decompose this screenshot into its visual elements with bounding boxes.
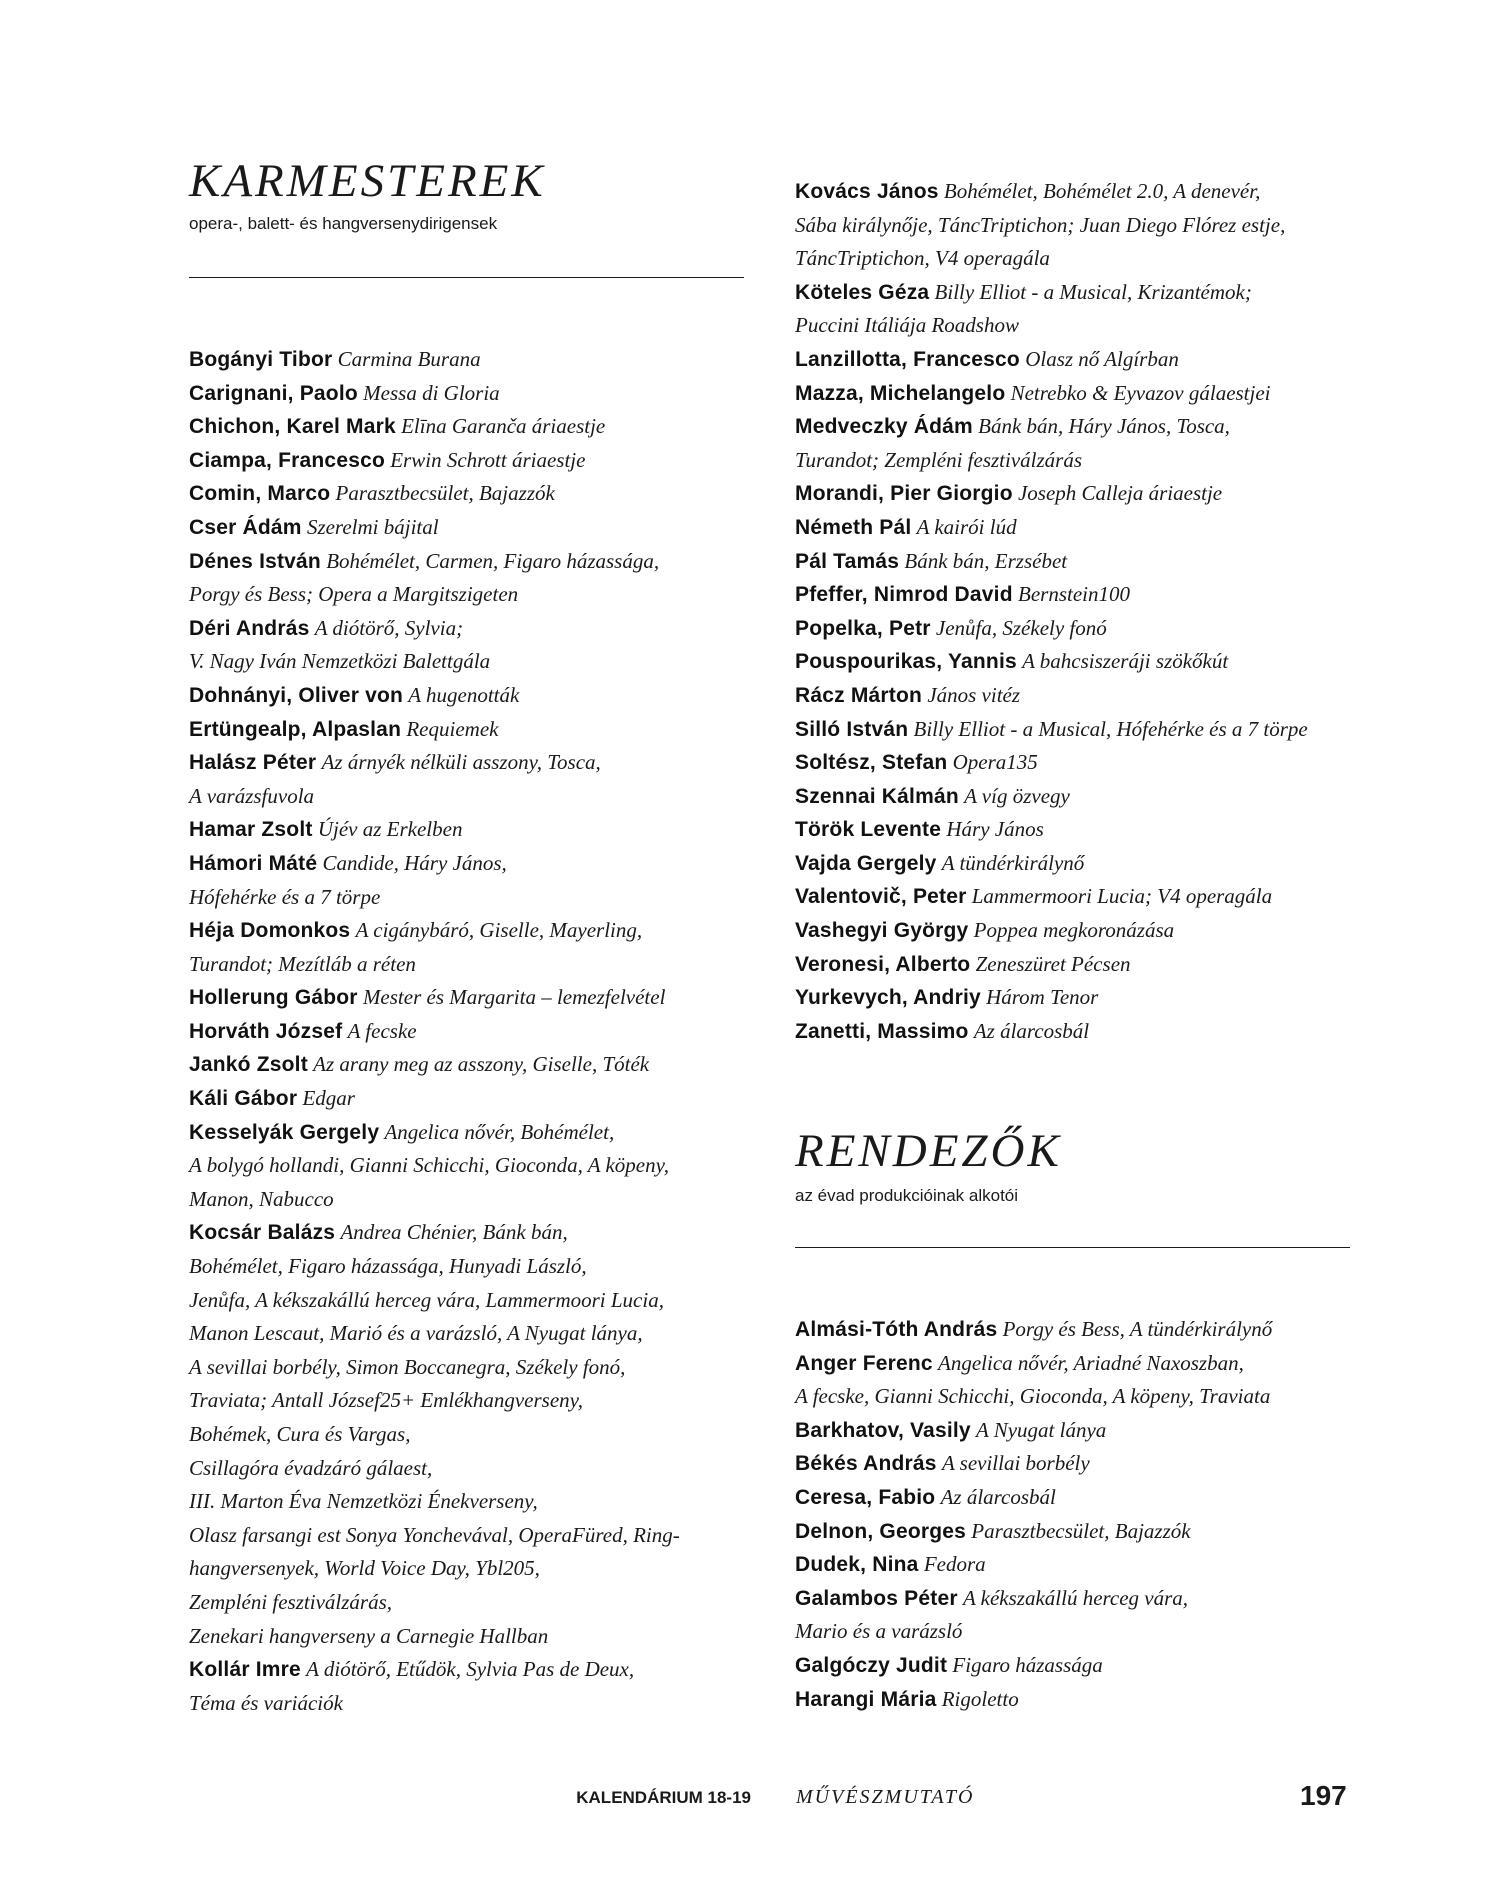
artist-works: Bernstein100: [1018, 582, 1130, 607]
artist-works: Parasztbecsület, Bajazzók: [971, 1518, 1191, 1543]
artist-works: Angelica nővér, Bohémélet,: [384, 1119, 615, 1144]
artist-entry: [795, 1548, 1272, 1582]
artist-name: Halász Péter: [189, 751, 317, 775]
artist-entry: [795, 914, 1308, 948]
artist-works: Az álarcosbál: [940, 1484, 1056, 1509]
artist-works: Háry János: [946, 817, 1044, 842]
artist-works: Bohémélet, Carmen, Figaro házassága,: [326, 548, 660, 573]
artist-name: Silló István: [795, 717, 909, 741]
artist-works: Zeneszüret Pécsen: [975, 951, 1131, 976]
artist-works: Három Tenor: [986, 985, 1099, 1010]
artist-entry: [795, 847, 1308, 881]
artist-entry-continuation: [189, 1317, 680, 1351]
artist-entry-continuation: [795, 1615, 1272, 1649]
artist-entry: [795, 813, 1308, 847]
artist-entry: [795, 1683, 1272, 1717]
artist-entry: [189, 847, 680, 881]
artist-entry-continuation: [189, 645, 680, 679]
artist-name: Rácz Márton: [795, 683, 923, 707]
artist-works: Erwin Schrott áriaestje: [390, 447, 586, 472]
artist-works: Porgy és Bess, A tündérkirálynő: [1002, 1317, 1273, 1341]
artist-works: Angelica nővér, Ariadné Naxoszban,: [938, 1350, 1244, 1375]
artist-entry: [189, 477, 680, 511]
artist-works: A hugenották: [408, 682, 520, 707]
artist-entry: [795, 276, 1308, 310]
artist-works: Turandot; Mezítláb a réten: [189, 951, 416, 976]
artist-entry-continuation: [189, 1149, 680, 1183]
artist-name: Vajda Gergely: [795, 851, 937, 875]
artist-entry-continuation: [795, 444, 1308, 478]
artist-works: Turandot; Zempléni fesztiválzárás: [795, 447, 1083, 472]
artist-works: Bánk bán, Háry János, Tosca,: [978, 414, 1230, 439]
artist-entry: [795, 679, 1308, 713]
artist-works: A varázsfuvola: [189, 783, 315, 808]
artist-works: Messa di Gloria: [363, 380, 500, 405]
artist-entry: [189, 813, 680, 847]
artist-entry: [795, 1515, 1272, 1549]
artist-name: Anger Ferenc: [795, 1351, 933, 1375]
page-number: 197: [1300, 1780, 1347, 1811]
artist-works: Figaro házassága: [952, 1652, 1103, 1677]
artist-works: Téma és variációk: [189, 1690, 343, 1715]
artist-works: V. Nagy Iván Nemzetközi Balettgála: [189, 649, 491, 674]
artist-works: Bohémek, Cura és Vargas,: [189, 1422, 411, 1446]
artist-works: Mester és Margarita – lemezfelvétel: [362, 985, 666, 1010]
artist-name: Barkhatov, Vasily: [795, 1418, 971, 1442]
artist-name: Pál Tamás: [795, 549, 900, 573]
artist-name: Lanzillotta, Francesco: [795, 347, 1020, 371]
artist-works: A bolygó hollandi, Gianni Schicchi, Gioconda, A köpeny,: [189, 1153, 670, 1178]
artist-works: A kairói lúd: [916, 514, 1017, 539]
artist-name: Ceresa, Fabio: [795, 1485, 936, 1509]
artist-works: Mario és a varázsló: [795, 1619, 963, 1644]
artist-name: Németh Pál: [795, 515, 912, 539]
artist-entry: [795, 377, 1308, 411]
artist-works: Olasz nő Algírban: [1025, 346, 1179, 371]
artist-entry: [189, 1082, 680, 1116]
artist-entry-continuation: [189, 1687, 680, 1721]
artist-name: Ertüngealp, Alpaslan: [189, 717, 402, 741]
artist-entry: [795, 612, 1308, 646]
artist-name: Köteles Géza: [795, 280, 930, 304]
artist-name: Delnon, Georges: [795, 1519, 967, 1543]
artist-entry: [795, 981, 1308, 1015]
artist-works: Szerelmi bájital: [306, 514, 439, 539]
artist-works: Zempléni fesztiválzárás,: [189, 1589, 392, 1614]
artist-name: Békés András: [795, 1452, 937, 1476]
artist-name: Medveczky Ádám: [795, 415, 973, 439]
directors-list: [795, 1313, 1272, 1716]
artist-name: Galambos Péter: [795, 1586, 958, 1610]
artist-entry: [795, 1347, 1272, 1381]
artist-name: Hamar Zsolt: [189, 818, 313, 842]
artist-entry-continuation: [189, 1620, 680, 1654]
artist-works: Újév az Erkelben: [317, 817, 463, 842]
artist-works: Bohémélet, Figaro házassága, Hunyadi László,: [189, 1254, 587, 1279]
artist-entry-continuation: [189, 1418, 680, 1452]
conductors-list-right: [795, 175, 1308, 1048]
artist-works: Az arany meg az asszony, Giselle, Tóték: [313, 1052, 650, 1077]
artist-name: Pfeffer, Nimrod David: [795, 583, 1013, 607]
artist-entry: [189, 1653, 680, 1687]
artist-entry-continuation: [189, 1284, 680, 1318]
artist-works: János vitéz: [927, 682, 1021, 707]
artist-entry: [189, 1116, 680, 1150]
artist-works: Olasz farsangi est Sonya Yonchevával, OperaFüred, Ring-: [189, 1522, 680, 1547]
directors-divider: [795, 1247, 1350, 1248]
artist-entry: [189, 545, 680, 579]
artist-works: A sevillai borbély, Simon Boccanegra, Székely fonó,: [189, 1354, 626, 1379]
conductors-subtitle: opera-, balett- és hangversenydirigensek: [189, 214, 498, 233]
artist-name: Kocsár Balázs: [189, 1221, 336, 1245]
artist-works: Poppea megkoronázása: [973, 918, 1175, 943]
artist-name: Dohnányi, Oliver von: [189, 683, 404, 707]
artist-entry: [795, 1481, 1272, 1515]
artist-name: Popelka, Petr: [795, 616, 931, 640]
artist-name: Comin, Marco: [189, 482, 331, 506]
artist-works: Billy Elliot - a Musical, Hófehérke és a 7 törpe: [913, 716, 1308, 741]
artist-name: Dudek, Nina: [795, 1553, 919, 1577]
artist-works: Candide, Háry János,: [322, 850, 507, 875]
footer-section: MŰVÉSZMUTATÓ: [796, 1786, 975, 1808]
artist-works: A fecske: [347, 1018, 417, 1043]
artist-entry-continuation: [189, 1183, 680, 1217]
artist-entry: [189, 981, 680, 1015]
artist-works: Hófehérke és a 7 törpe: [189, 884, 381, 909]
artist-works: III. Marton Éva Nemzetközi Énekverseny,: [189, 1489, 538, 1514]
artist-entry-continuation: [189, 780, 680, 814]
artist-works: Csillagóra évadzáró gálaest,: [189, 1455, 433, 1480]
artist-entry: [795, 746, 1308, 780]
artist-name: Szennai Kálmán: [795, 784, 959, 808]
artist-entry: [795, 645, 1308, 679]
artist-works: Az árnyék nélküli asszony, Tosca,: [321, 750, 601, 775]
artist-entry: [795, 1313, 1272, 1347]
artist-entry: [189, 679, 680, 713]
artist-name: Veronesi, Alberto: [795, 952, 971, 976]
artist-works: A fecske, Gianni Schicchi, Gioconda, A köpeny, Traviata: [795, 1384, 1271, 1409]
artist-name: Kesselyák Gergely: [189, 1120, 380, 1144]
artist-entry: [189, 1216, 680, 1250]
artist-name: Káli Gábor: [189, 1087, 298, 1111]
conductors-divider: [189, 277, 744, 278]
artist-entry-continuation: [795, 242, 1308, 276]
artist-works: A sevillai borbély: [941, 1451, 1090, 1476]
artist-entry-continuation: [189, 1250, 680, 1284]
directors-subtitle: az évad produkcióinak alkotói: [795, 1186, 1019, 1205]
artist-works: Parasztbecsület, Bajazzók: [335, 481, 555, 506]
artist-entry-continuation: [189, 1586, 680, 1620]
artist-entry-continuation: [189, 1485, 680, 1519]
artist-works: Lammermoori Lucia; V4 operagála: [971, 884, 1273, 909]
footer-calendar: KALENDÁRIUM 18-19: [576, 1788, 751, 1807]
artist-name: Hámori Máté: [189, 851, 318, 875]
artist-name: Kovács János: [795, 180, 939, 203]
artist-name: Cser Ádám: [189, 515, 302, 539]
artist-works: Edgar: [302, 1086, 355, 1111]
artist-works: A kékszakállú herceg vára,: [962, 1585, 1189, 1610]
artist-works: A víg özvegy: [964, 783, 1070, 808]
artist-name: Vashegyi György: [795, 919, 969, 943]
artist-works: Manon Lescaut, Marió és a varázsló, A Nyugat lánya,: [189, 1321, 643, 1346]
artist-entry: [189, 377, 680, 411]
artist-name: Pouspourikas, Yannis: [795, 650, 1017, 674]
artist-entry-continuation: [795, 209, 1308, 243]
artist-works: Joseph Calleja áriaestje: [1017, 481, 1223, 506]
artist-works: Az álarcosbál: [973, 1018, 1090, 1043]
artist-entry: [795, 1447, 1272, 1481]
artist-works: Netrebko & Eyvazov gálaestjei: [1010, 380, 1271, 405]
artist-entry: [189, 713, 680, 747]
artist-entry: [189, 612, 680, 646]
artist-name: Galgóczy Judit: [795, 1653, 948, 1677]
artist-entry-continuation: [189, 948, 680, 982]
artist-entry: [189, 343, 680, 377]
artist-name: Harangi Mária: [795, 1687, 937, 1711]
artist-name: Héja Domonkos: [189, 919, 351, 943]
artist-entry-continuation: [795, 309, 1308, 343]
artist-name: Mazza, Michelangelo: [795, 381, 1006, 405]
artist-entry-continuation: [795, 1380, 1272, 1414]
artist-name: Zanetti, Massimo: [795, 1019, 969, 1043]
artist-entry: [795, 477, 1308, 511]
artist-name: Dénes István: [189, 549, 321, 573]
artist-name: Chichon, Karel Mark: [189, 415, 396, 439]
artist-name: Kollár Imre: [189, 1658, 301, 1682]
artist-entry: [795, 1582, 1272, 1616]
artist-entry-continuation: [189, 1519, 680, 1553]
artist-works: A diótörő, Sylvia;: [314, 615, 464, 640]
artist-works: Fedora: [923, 1552, 986, 1577]
artist-works: A tündérkirálynő: [941, 850, 1085, 875]
artist-entry: [189, 410, 680, 444]
artist-name: Carignani, Paolo: [189, 381, 358, 405]
artist-entry: [189, 1048, 680, 1082]
artist-entry-continuation: [189, 1452, 680, 1486]
artist-works: Rigoletto: [941, 1686, 1019, 1711]
artist-works: Elīna Garanča áriaestje: [401, 414, 606, 439]
artist-entry: [795, 1015, 1308, 1049]
artist-entry-continuation: [189, 881, 680, 915]
artist-works: Manon, Nabucco: [189, 1186, 334, 1211]
artist-entry: [189, 914, 680, 948]
artist-name: Bogányi Tibor: [189, 348, 333, 371]
artist-entry: [795, 410, 1308, 444]
artist-works: Zenekari hangverseny a Carnegie Hallban: [189, 1623, 549, 1648]
artist-works: Sába királynője, TáncTriptichon; Juan Diego Flórez estje,: [795, 212, 1286, 237]
artist-works: Jenůfa, A kékszakállú herceg vára, Lammermoori Lucia,: [189, 1287, 664, 1312]
conductors-title: KARMESTEREK: [189, 155, 546, 207]
artist-name: Ciampa, Francesco: [189, 448, 385, 472]
artist-name: Almási-Tóth András: [795, 1318, 998, 1341]
artist-name: Jankó Zsolt: [189, 1053, 308, 1077]
artist-entry-continuation: [189, 578, 680, 612]
artist-entry: [189, 444, 680, 478]
conductors-list-left: [189, 343, 680, 1720]
artist-name: Hollerung Gábor: [189, 986, 358, 1010]
artist-name: Déri András: [189, 616, 310, 640]
artist-works: A Nyugat lánya: [976, 1417, 1107, 1442]
artist-entry: [795, 511, 1308, 545]
artist-works: Jenůfa, Székely fonó: [935, 615, 1107, 640]
artist-works: TáncTriptichon, V4 operagála: [795, 246, 1050, 271]
artist-works: A diótörő, Etűdök, Sylvia Pas de Deux,: [306, 1657, 635, 1682]
artist-entry: [795, 780, 1308, 814]
artist-entry-continuation: [189, 1351, 680, 1385]
artist-works: Andrea Chénier, Bánk bán,: [340, 1220, 568, 1245]
artist-entry-continuation: [189, 1552, 680, 1586]
artist-entry: [795, 880, 1308, 914]
artist-entry: [795, 578, 1308, 612]
artist-name: Horváth József: [189, 1019, 343, 1043]
artist-name: Soltész, Stefan: [795, 751, 948, 775]
artist-entry: [189, 1015, 680, 1049]
artist-entry: [189, 746, 680, 780]
artist-entry-continuation: [189, 1384, 680, 1418]
artist-name: Morandi, Pier Giorgio: [795, 482, 1013, 506]
artist-name: Yurkevych, Andriy: [795, 986, 981, 1010]
artist-works: hangversenyek, World Voice Day, Ybl205,: [189, 1556, 540, 1581]
directors-title: RENDEZŐK: [795, 1125, 1062, 1177]
artist-works: Requiemek: [406, 716, 499, 741]
artist-works: A cigánybáró, Giselle, Mayerling,: [355, 918, 643, 943]
artist-works: Puccini Itáliája Roadshow: [795, 313, 1019, 338]
artist-works: Traviata; Antall József25+ Emlékhangverseny,: [189, 1388, 584, 1413]
artist-works: Bánk bán, Erzsébet: [904, 548, 1068, 573]
artist-entry: [189, 511, 680, 545]
artist-entry: [795, 948, 1308, 982]
artist-entry: [795, 1649, 1272, 1683]
artist-name: Török Levente: [795, 818, 942, 842]
artist-name: Valentovič, Peter: [795, 885, 967, 909]
artist-entry: [795, 713, 1308, 747]
artist-entry: [795, 545, 1308, 579]
artist-works: Billy Elliot - a Musical, Krizantémok;: [934, 279, 1252, 304]
artist-works: Opera135: [952, 750, 1038, 775]
artist-works: Bohémélet, Bohémélet 2.0, A denevér,: [943, 179, 1261, 203]
artist-works: Porgy és Bess; Opera a Margitszigeten: [189, 582, 519, 607]
artist-entry: [795, 1414, 1272, 1448]
artist-works: A bahcsiszeráji szökőkút: [1022, 649, 1229, 674]
artist-entry: [795, 175, 1308, 209]
artist-works: Carmina Burana: [337, 347, 481, 371]
artist-entry: [795, 343, 1308, 377]
